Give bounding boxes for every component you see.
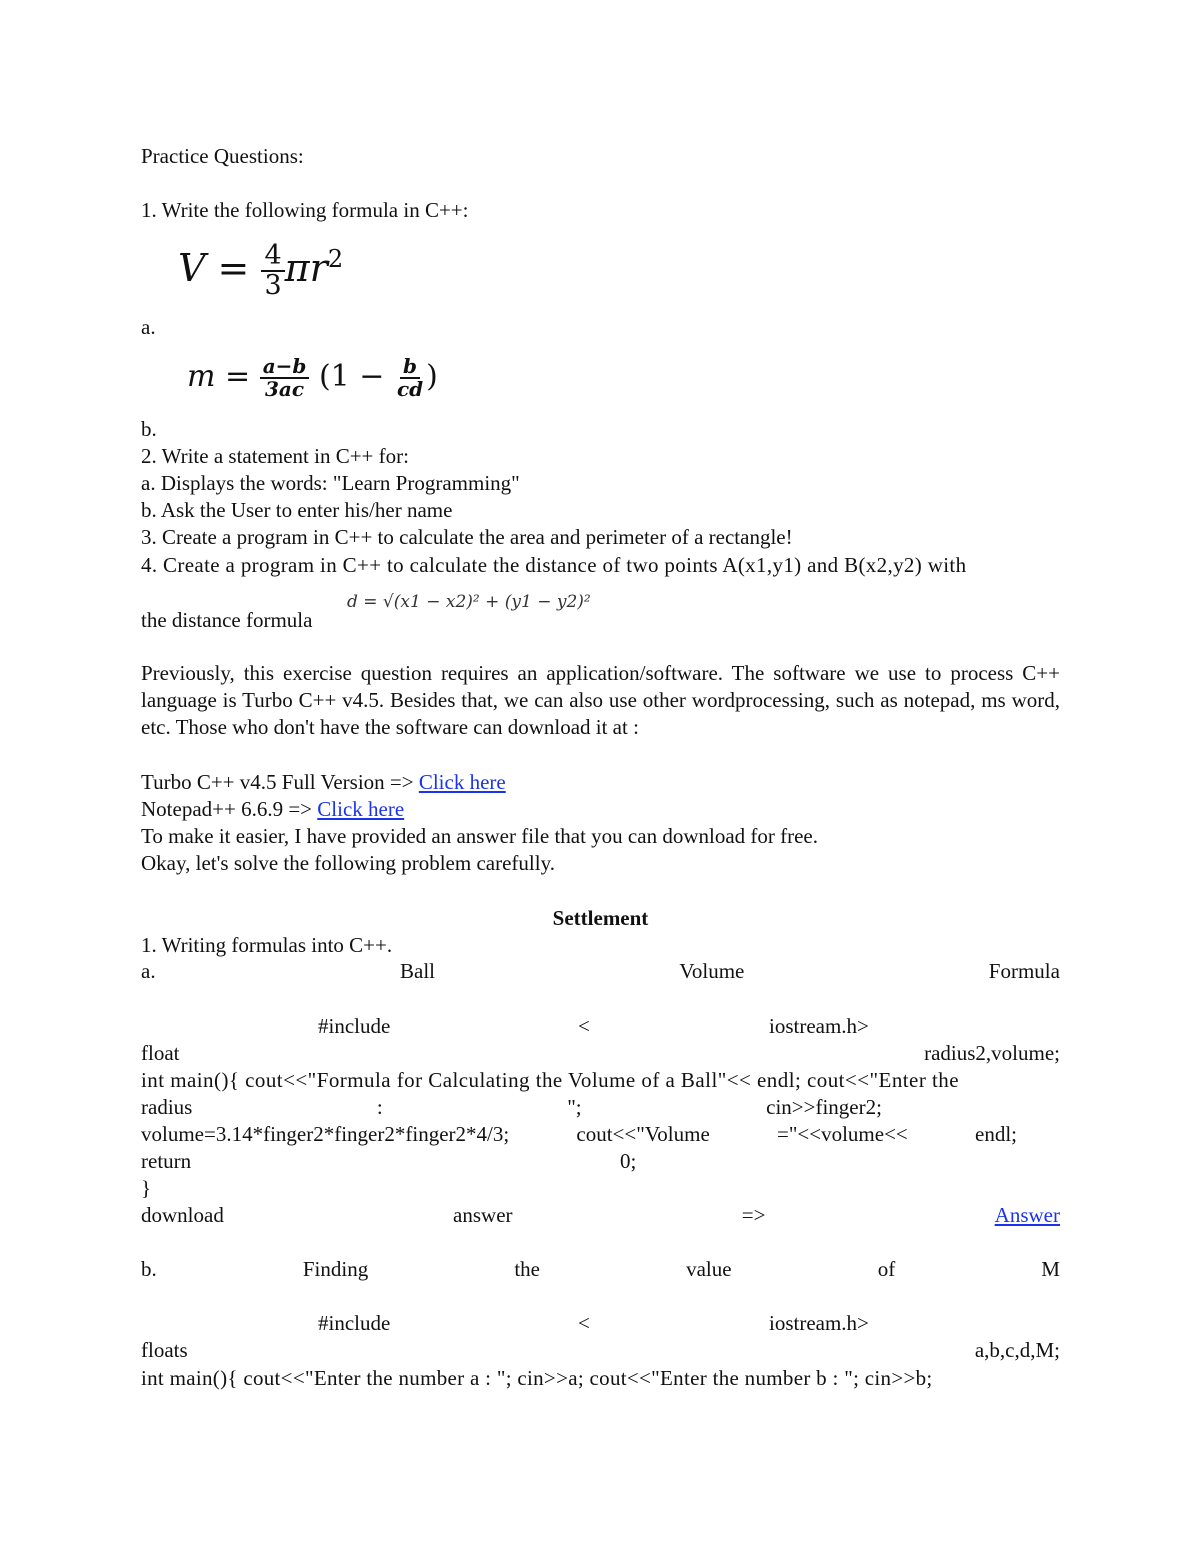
- turbo-download-link[interactable]: Click here: [418, 770, 506, 794]
- question-4-text: 4. Create a program in C++ to calculate the distance of two points A(x1,y1) and B(x2,y2) with: [141, 553, 967, 577]
- formula-a-lhs: V: [178, 245, 206, 290]
- include-bracket: <: [578, 1014, 590, 1038]
- s1b-word-the: the: [514, 1257, 540, 1281]
- formula-b-numerator: a−b: [260, 356, 310, 379]
- distance-formula: d = √(x1 − x2)² + (y1 − y2)²: [347, 592, 591, 612]
- formula-b-inner-denominator: cd: [396, 377, 424, 401]
- formula-b-inner-fraction: [394, 356, 426, 400]
- formula-a-exponent: 2: [327, 245, 344, 274]
- notepad-line: [141, 796, 1060, 823]
- question-3: 3. Create a program in C++ to calculate the area and perimeter of a rectangle!: [141, 525, 793, 549]
- question-2a: a. Displays the words: "Learn Programming": [141, 471, 520, 495]
- solve-note: Okay, let's solve the following problem carefully.: [141, 851, 555, 875]
- floats-vars: a,b,c,d,M;: [974, 1338, 1060, 1362]
- turbo-line: [141, 769, 1060, 796]
- formula-b-fraction: [260, 356, 310, 400]
- page-heading: Practice Questions:: [141, 144, 304, 168]
- formula-b-open: (1 −: [318, 359, 385, 394]
- floats-line: [141, 1337, 1060, 1364]
- s1a-word-ball: Ball: [400, 959, 435, 983]
- float-line: [141, 1040, 1060, 1067]
- include2-keyword: #include: [318, 1311, 391, 1335]
- question-4-continued: the distance formula: [141, 608, 313, 632]
- settlement-1a: [141, 958, 1060, 985]
- return-value: 0;: [620, 1149, 637, 1173]
- settlement-1: 1. Writing formulas into C++.: [141, 933, 393, 957]
- turbo-text: Turbo C++ v4.5 Full Version =>: [141, 770, 419, 794]
- intro-paragraph: Previously, this exercise question requires an application/software. The software we use to process C++ language is Turbo C++ v4.5. Besides that, we can also use other wordprocessing, such as notepad, ms word, etc. Those who don't have the software can download it at :: [141, 661, 1060, 739]
- include-keyword: #include: [318, 1014, 391, 1038]
- answer-note: To make it easier, I have provided an answer file that you can download for free.: [141, 824, 819, 848]
- download-arrow: =>: [741, 1203, 766, 1227]
- formula-a-numerator: 4: [261, 242, 284, 272]
- s1a-word-volume: Volume: [679, 959, 745, 983]
- answer-download-link[interactable]: Answer: [994, 1203, 1060, 1227]
- download-word: download: [141, 1203, 224, 1227]
- download-line: [141, 1202, 1060, 1229]
- radius-cin: cin>>finger2;: [766, 1095, 882, 1119]
- formula-b-eq: =: [225, 359, 251, 394]
- main2-line: [141, 1365, 1060, 1392]
- settlement-1b: [141, 1256, 1060, 1283]
- volume-cout: cout<<"Volume: [576, 1122, 710, 1146]
- formula-b-denominator: 3ac: [265, 377, 305, 401]
- settlement-heading: Settlement: [552, 906, 649, 930]
- return-line: [141, 1148, 1060, 1175]
- notepad-text: Notepad++ 6.6.9 =>: [141, 797, 318, 821]
- formula-a: [178, 242, 343, 301]
- main2-code: int main(){ cout<<"Enter the number a : "; cin>>a; cout<<"Enter the number b : "; cin>>b;: [141, 1366, 933, 1390]
- close-brace: }: [141, 1176, 152, 1200]
- formula-b-close: ): [426, 359, 438, 394]
- float-keyword: float: [141, 1041, 180, 1065]
- volume-line: [141, 1121, 1060, 1148]
- formula-a-eq: =: [217, 245, 250, 290]
- s1a-word-formula: Formula: [988, 959, 1060, 983]
- radius-quote: ";: [567, 1095, 582, 1119]
- answer-word: answer: [453, 1203, 513, 1227]
- radius-word: radius: [141, 1095, 193, 1119]
- formula-a-denominator: 3: [264, 270, 282, 302]
- main-code: int main(){ cout<<"Formula for Calculating the Volume of a Ball"<< endl; cout<<"Enter the: [141, 1068, 959, 1092]
- question-2: 2. Write a statement in C++ for:: [141, 444, 409, 468]
- formula-b-lhs: m: [187, 359, 216, 394]
- s1b-word-m: M: [1041, 1257, 1060, 1281]
- s1b-word-value: value: [686, 1257, 732, 1281]
- question-1: 1. Write the following formula in C++:: [141, 198, 469, 222]
- include-header: iostream.h>: [769, 1014, 869, 1038]
- question-2b: b. Ask the User to enter his/her name: [141, 498, 453, 522]
- main-line: [141, 1067, 1060, 1094]
- s1b-word-of: of: [877, 1257, 896, 1281]
- include2-header: iostream.h>: [769, 1311, 869, 1335]
- radius-line: [141, 1094, 1060, 1121]
- label-b: b.: [141, 417, 157, 441]
- include2-bracket: <: [578, 1311, 590, 1335]
- label-a: a.: [141, 315, 156, 339]
- volume-calc: volume=3.14*finger2*finger2*finger2*4/3;: [141, 1122, 510, 1146]
- return-keyword: return: [141, 1149, 192, 1173]
- s1a-label: a.: [141, 959, 156, 983]
- float-vars: radius2,volume;: [924, 1041, 1060, 1065]
- s1b-word-finding: Finding: [302, 1257, 369, 1281]
- s1b-label: b.: [141, 1257, 157, 1281]
- notepad-download-link[interactable]: Click here: [317, 797, 405, 821]
- question-4: [141, 552, 1060, 579]
- radius-colon: :: [376, 1095, 383, 1119]
- formula-a-rest: πr: [284, 245, 328, 290]
- volume-endl: endl;: [975, 1122, 1017, 1146]
- floats-keyword: floats: [141, 1338, 188, 1362]
- formula-b-inner-numerator: b: [400, 356, 420, 379]
- formula-b: [187, 356, 438, 400]
- formula-a-fraction: [261, 242, 284, 301]
- volume-output: ="<<volume<<: [777, 1122, 908, 1146]
